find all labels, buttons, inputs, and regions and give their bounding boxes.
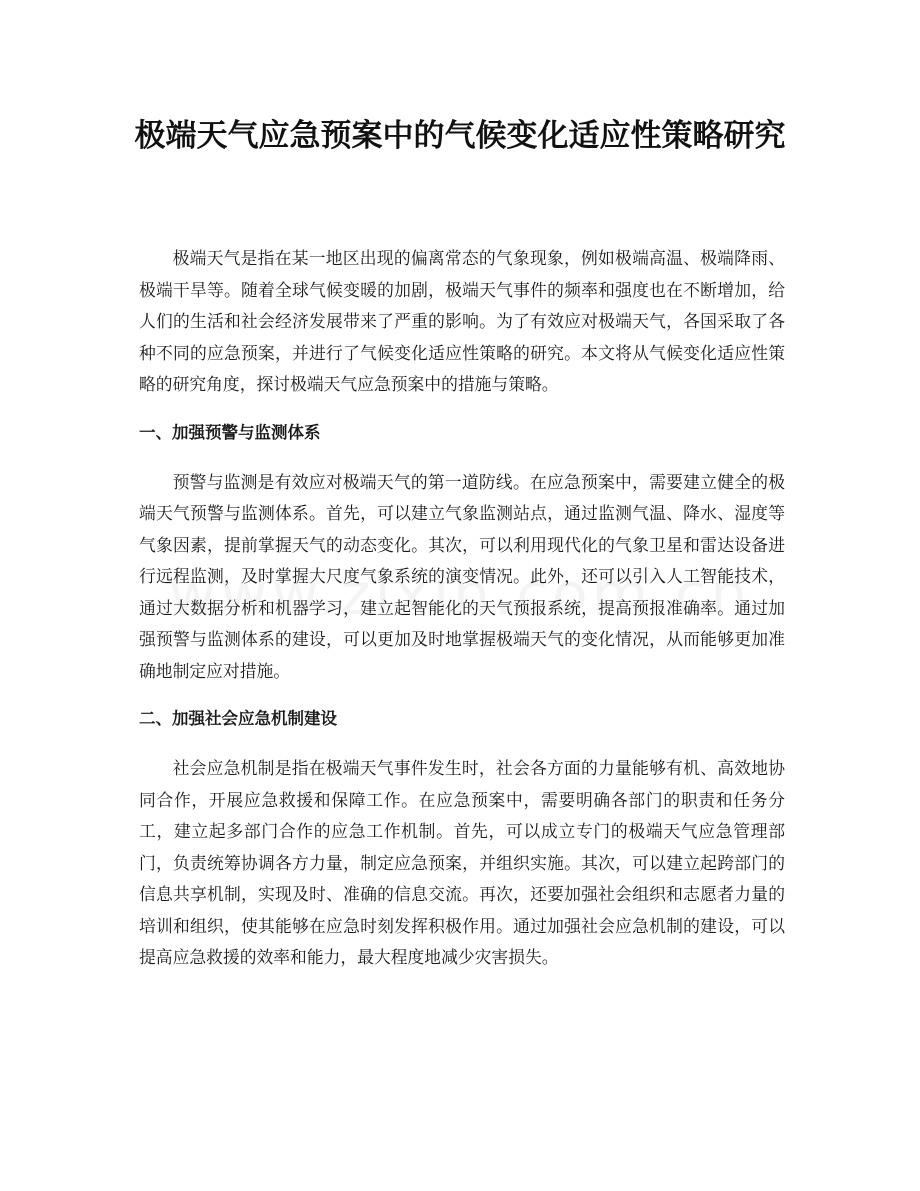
document-body [139, 243, 785, 974]
section-heading-2: 二、加强社会应急机制建设 [139, 709, 337, 728]
intro-paragraph: 极端天气是指在某一地区出现的偏离常态的气象现象，例如极端高温、极端降雨、极端干旱等。随着全球气候变暖的加剧，极端天气事件的频率和强度也在不断增加，给人们的生活和社会经济发展带来了严重的影响。为了有效应对极端天气，各国采取了各种不同的应急预案，并进行了气候变化适应性策略的研究。本文将从气候变化适应性策略的研究角度，探讨极端天气应急预案中的措施与策略。 [139, 248, 785, 394]
section-paragraph-2: 社会应急机制是指在极端天气事件发生时，社会各方面的力量能够有机、高效地协同合作，开展应急救援和保障工作。在应急预案中，需要明确各部门的职责和任务分工，建立起多部门合作的应急工作机制。首先，可以成立专门的极端天气应急管理部门，负责统筹协调各方力量，制定应急预案，并组织实施。其次，可以建立起跨部门的信息共享机制，实现及时、准确的信息交流。再次，还要加强社会组织和志愿者力量的培训和组织，使其能够在应急时刻发挥积极作用。通过加强社会应急机制的建设，可以提高应急救援的效率和能力，最大程度地减少灾害损失。 [139, 758, 785, 967]
section-heading-1: 一、加强预警与监测体系 [139, 422, 321, 442]
page-title: 极端天气应急预案中的气候变化适应性策略研究 [134, 118, 786, 154]
section-paragraph-1: 预警与监测是有效应对极端天气的第一道防线。在应急预案中，需要建立健全的极端天气预警与监测体系。首先，可以建立气象监测站点，通过监测气温、降水、湿度等气象因素，提前掌握天气的动态变化。其次，可以利用现代化的气象卫星和雷达设备进行远程监测，及时掌握大尺度气象系统的演变情况。此外，还可以引入人工智能技术，通过大数据分析和机器学习，建立起智能化的天气预报系统，提高预报准确率。通过加强预警与监测体系的建设，可以更加及时地掌握极端天气的变化情况，从而能够更加准确地制定应对措施。 [139, 471, 785, 681]
